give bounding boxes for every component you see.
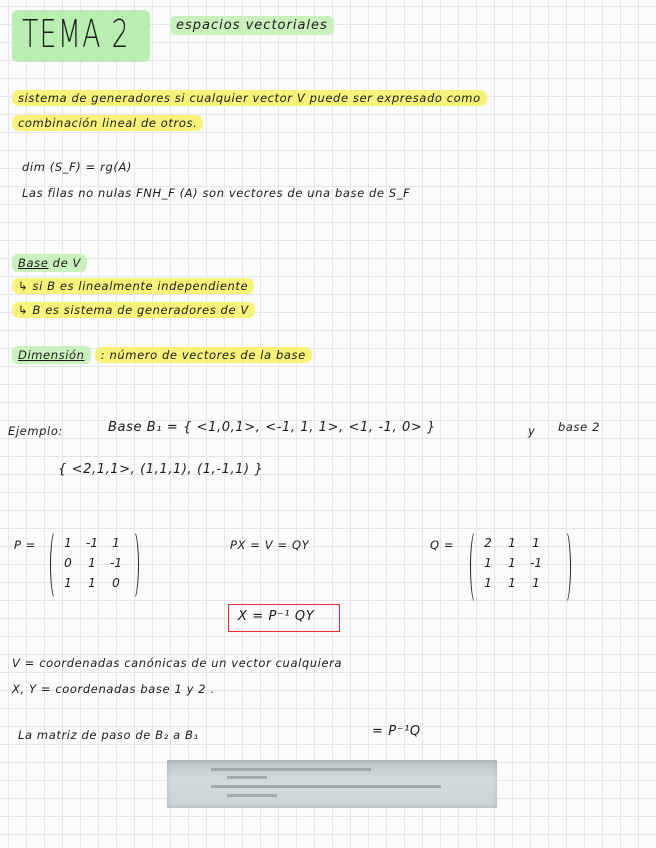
dim-text: Las filas no nulas FNH_F (A) son vectores de una base de S_F: [22, 186, 411, 200]
matrix-p-cell: 0: [112, 576, 120, 590]
result-formula: X = P⁻¹ QY: [238, 609, 315, 624]
base-heading-rest: de V: [52, 256, 81, 270]
matrix-p-cell: 1: [64, 576, 72, 590]
matrix-p-cell: -1: [110, 556, 122, 570]
matrix-p-cell: 1: [88, 556, 96, 570]
matrix-q-cell: 1: [532, 576, 540, 590]
matrix-q-cell: 2: [484, 536, 492, 550]
matrix-q-label: Q =: [430, 538, 455, 552]
base-item-2: ↳ B es sistema de generadores de V: [12, 302, 255, 318]
page-subtitle: espacios vectoriales: [170, 16, 334, 35]
ejemplo-label: Ejemplo:: [8, 424, 63, 438]
generadores-line-2: combinación lineal de otros.: [12, 115, 203, 131]
photo-text-line: [211, 785, 441, 788]
matrix-p-label: P =: [14, 538, 37, 552]
note-paso: La matriz de paso de B₂ a B₁: [18, 728, 199, 742]
dimension-text: : número de vectores de la base: [95, 347, 312, 363]
matrix-q-cell: -1: [530, 556, 542, 570]
matrix-p-cell: 1: [88, 576, 96, 590]
matrix-q-cell: 1: [484, 576, 492, 590]
matrix-p: [56, 536, 128, 590]
matrix-q-cell: 1: [484, 556, 492, 570]
matrix-p-cell: 0: [64, 556, 72, 570]
ejemplo-base1: Base B₁ = { <1,0,1>, <-1, 1, 1>, <1, -1, 0> }: [108, 420, 436, 435]
matrix-q: [476, 536, 548, 590]
pasted-photo: [167, 760, 497, 808]
matrix-q-cell: 1: [508, 536, 516, 550]
dimension-heading: Dimensión: [12, 346, 91, 364]
dim-formula: dim (S_F) = rg(A): [22, 160, 133, 174]
matrix-p-right-bracket: [128, 530, 139, 600]
base-heading-wrap: [12, 254, 87, 272]
dimension-wrap: [12, 348, 312, 362]
page-title: TEMA 2: [22, 12, 130, 56]
matrix-p-cell: 1: [112, 536, 120, 550]
ejemplo-y: y: [528, 424, 536, 438]
photo-text-line: [227, 776, 267, 779]
photo-text-line: [227, 794, 277, 797]
note-v: V = coordenadas canónicas de un vector cualquiera: [12, 656, 343, 670]
ejemplo-base2: { <2,1,1>, (1,1,1), (1,-1,1) }: [58, 462, 264, 477]
base-heading: Base: [18, 256, 49, 270]
ejemplo-base2-label: base 2: [558, 420, 600, 434]
matrix-p-cell: -1: [86, 536, 98, 550]
matrix-q-right-bracket: [560, 530, 571, 604]
note-xy: X, Y = coordenadas base 1 y 2 .: [12, 682, 215, 696]
matrix-q-cell: 1: [508, 576, 516, 590]
generadores-line-1: sistema de generadores si cualquier vector V puede ser expresado como: [12, 90, 487, 106]
matrix-equation: PX = V = QY: [230, 538, 310, 552]
matrix-q-cell: 1: [532, 536, 540, 550]
note-paso-eq: = P⁻¹Q: [372, 724, 421, 739]
photo-text-line: [211, 768, 371, 771]
base-item-1: ↳ si B es linealmente independiente: [12, 278, 254, 294]
matrix-q-cell: 1: [508, 556, 516, 570]
matrix-p-cell: 1: [64, 536, 72, 550]
